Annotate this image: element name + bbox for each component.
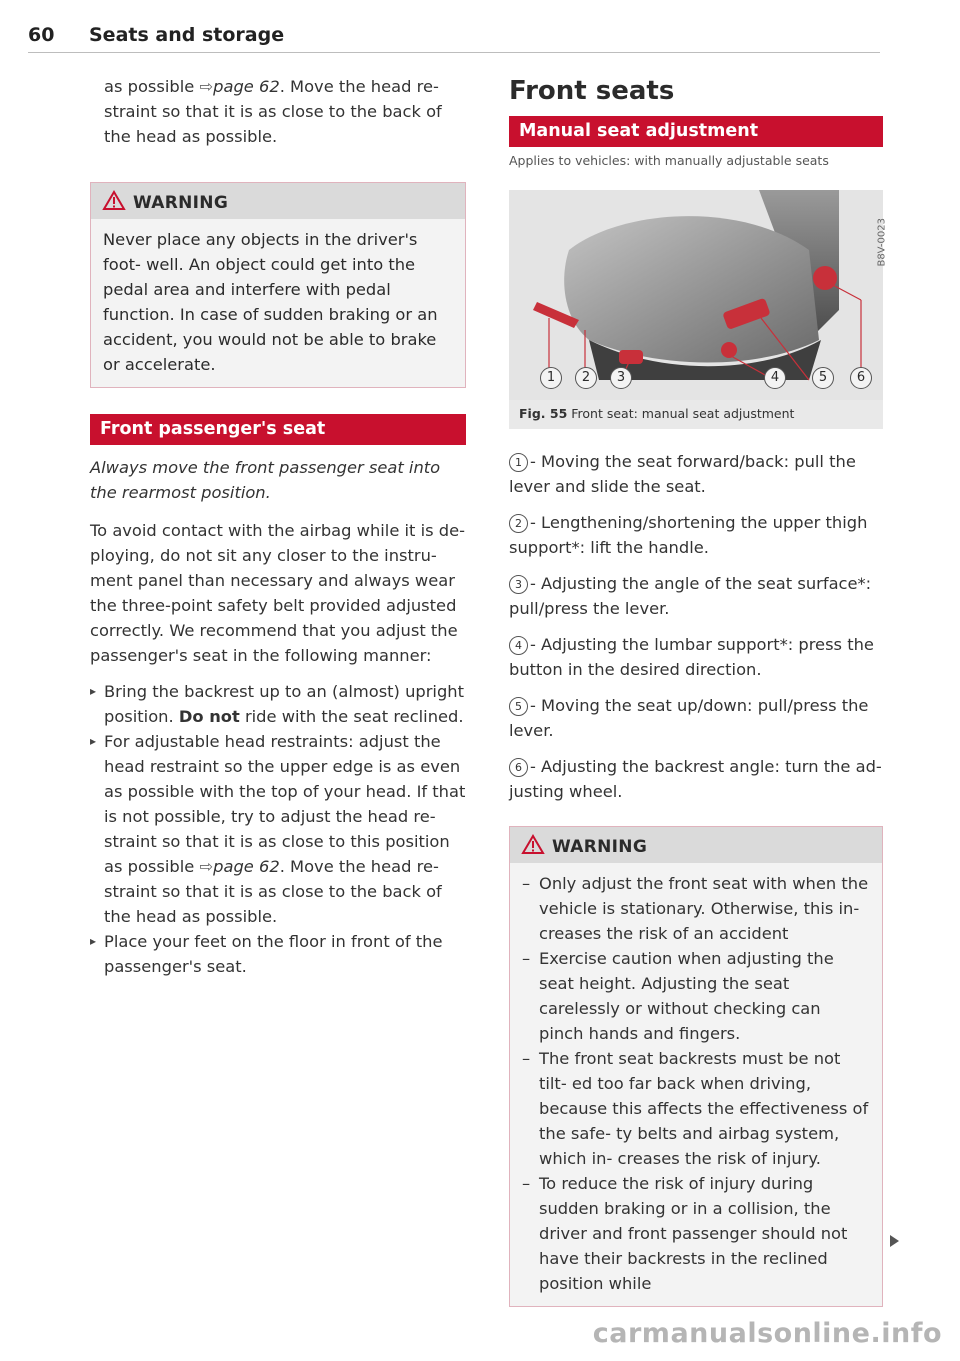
list-item: – Exercise caution when adjusting the seat height. Adjusting the seat carelessly or without checking can pinch hands and fingers. [512,946,870,1046]
passenger-lead: Always move the front passenger seat into the rearmost position. [90,458,441,502]
warning-box [509,826,883,1307]
item-number: 4 [509,636,528,655]
lever-3-shape [619,350,643,364]
right-column [509,76,888,1307]
warning-body [510,863,882,1306]
callout-4: 4 [764,367,786,389]
page-62-link[interactable]: page 62 [213,77,280,96]
item-number: 3 [509,575,528,594]
page-62-link[interactable]: page 62 [213,857,280,876]
passenger-steps [90,679,466,979]
callout-2: 2 [575,367,597,389]
warning-triangle-icon [103,191,125,210]
warning-header [510,827,882,863]
warning-list [512,871,870,1296]
xref-arrow-icon: ⇨ [199,77,214,96]
adjustment-items [509,449,883,804]
item-number: 6 [509,758,528,777]
list-item: 6 - Adjusting the backrest angle: turn the ad- justing wheel. [509,757,882,801]
figure-caption-text: Front seat: manual seat adjustment [571,406,795,421]
figure-callouts [509,367,883,393]
callout-3: 3 [610,367,632,389]
xref-arrow-icon: ⇨ [199,857,214,876]
button-4-shape [721,342,737,358]
warning-title: WARNING [133,193,229,213]
page-number: 60 [28,24,55,46]
list-item: 3 - Adjusting the angle of the seat surface*: pull/press the lever. [509,574,872,618]
list-item: – The front seat backrests must be not tilt- ed too far back when driving, because this affects the effectiveness of the safe- ty belts and airbag system, which in- creases the risk of injury. [512,1046,870,1171]
intro-paragraph [90,74,466,149]
applies-note: Applies to vehicles: with manually adjustable seats [509,153,829,168]
list-item: ▸ Place your feet on the floor in front of the passenger's seat. [90,929,466,979]
list-item: 4 - Adjusting the lumbar support*: press the button in the desired direction. [509,635,874,679]
section-title: Seats and storage [89,24,285,46]
left-column [90,74,466,979]
item-number: 5 [509,697,528,716]
intro-text-cont: . Move the head re- straint so that it is as close to the back of the head as possible. [104,77,442,146]
list-item: – Only adjust the front seat with when the vehicle is stationary. Otherwise, this in- creases the risk of an accident [512,871,870,946]
list-item: 1 - Moving the seat forward/back: pull the lever and slide the seat. [509,452,856,496]
item-number: 2 [509,514,528,533]
callout-1: 1 [540,367,562,389]
manual-adjustment-heading: Manual seat adjustment [509,116,883,147]
passenger-seat-heading: Front passenger's seat [90,414,466,445]
list-item: ▸ Bring the backrest up to an (almost) upright position. Do not ride with the seat reclined. [90,679,466,729]
item-number: 1 [509,453,528,472]
warning-box [90,182,466,388]
warning-text: Never place any objects in the driver's foot- well. An object could get into the pedal area and interfere with pedal function. In case of sudden braking or an accident, you would not be able to brake or accelerate. [91,219,465,387]
passenger-body: To avoid contact with the airbag while it is de- ploying, do not sit any closer to the instru- ment panel than necessary and always wear the three-point safety belt provided adjusted correctly. We recommend that you adjust the passenger's seat in the following manner: [90,521,466,665]
figure-code: B8V-0023 [877,218,888,267]
warning-triangle-icon [522,835,544,854]
seat-cushion-shape [564,216,819,362]
intro-text: as possible [104,77,200,96]
watermark: carmanualsonline.info [592,1318,942,1349]
callout-6: 6 [850,367,872,389]
warning-title: WARNING [552,837,648,857]
list-item: 2 - Lengthening/shortening the upper thigh support*: lift the handle. [509,513,868,557]
seat-figure [509,190,888,400]
callout-5: 5 [812,367,834,389]
figure-caption [509,400,883,429]
wheel-6-shape [813,266,837,290]
list-item: 5 - Moving the seat up/down: pull/press the lever. [509,696,869,740]
page-header [28,22,880,53]
front-seats-title: Front seats [509,76,675,106]
continue-arrow-icon [890,1235,899,1247]
list-item: – To reduce the risk of injury during sudden braking or in a collision, the driver and front passenger should not have their backrests in the reclined position while [512,1171,870,1296]
list-item: ▸ For adjustable head restraints: adjust the head restraint so the upper edge is as even as possible with the top of your head. If that is not possible, try to adjust the head re- straint so that it is as close to this position as possible ⇨page 62. Move the head re- straint so that it is as close to the back of the head as possible. [90,729,466,929]
warning-header [91,183,465,219]
figure-label: Fig. 55 [519,406,568,421]
